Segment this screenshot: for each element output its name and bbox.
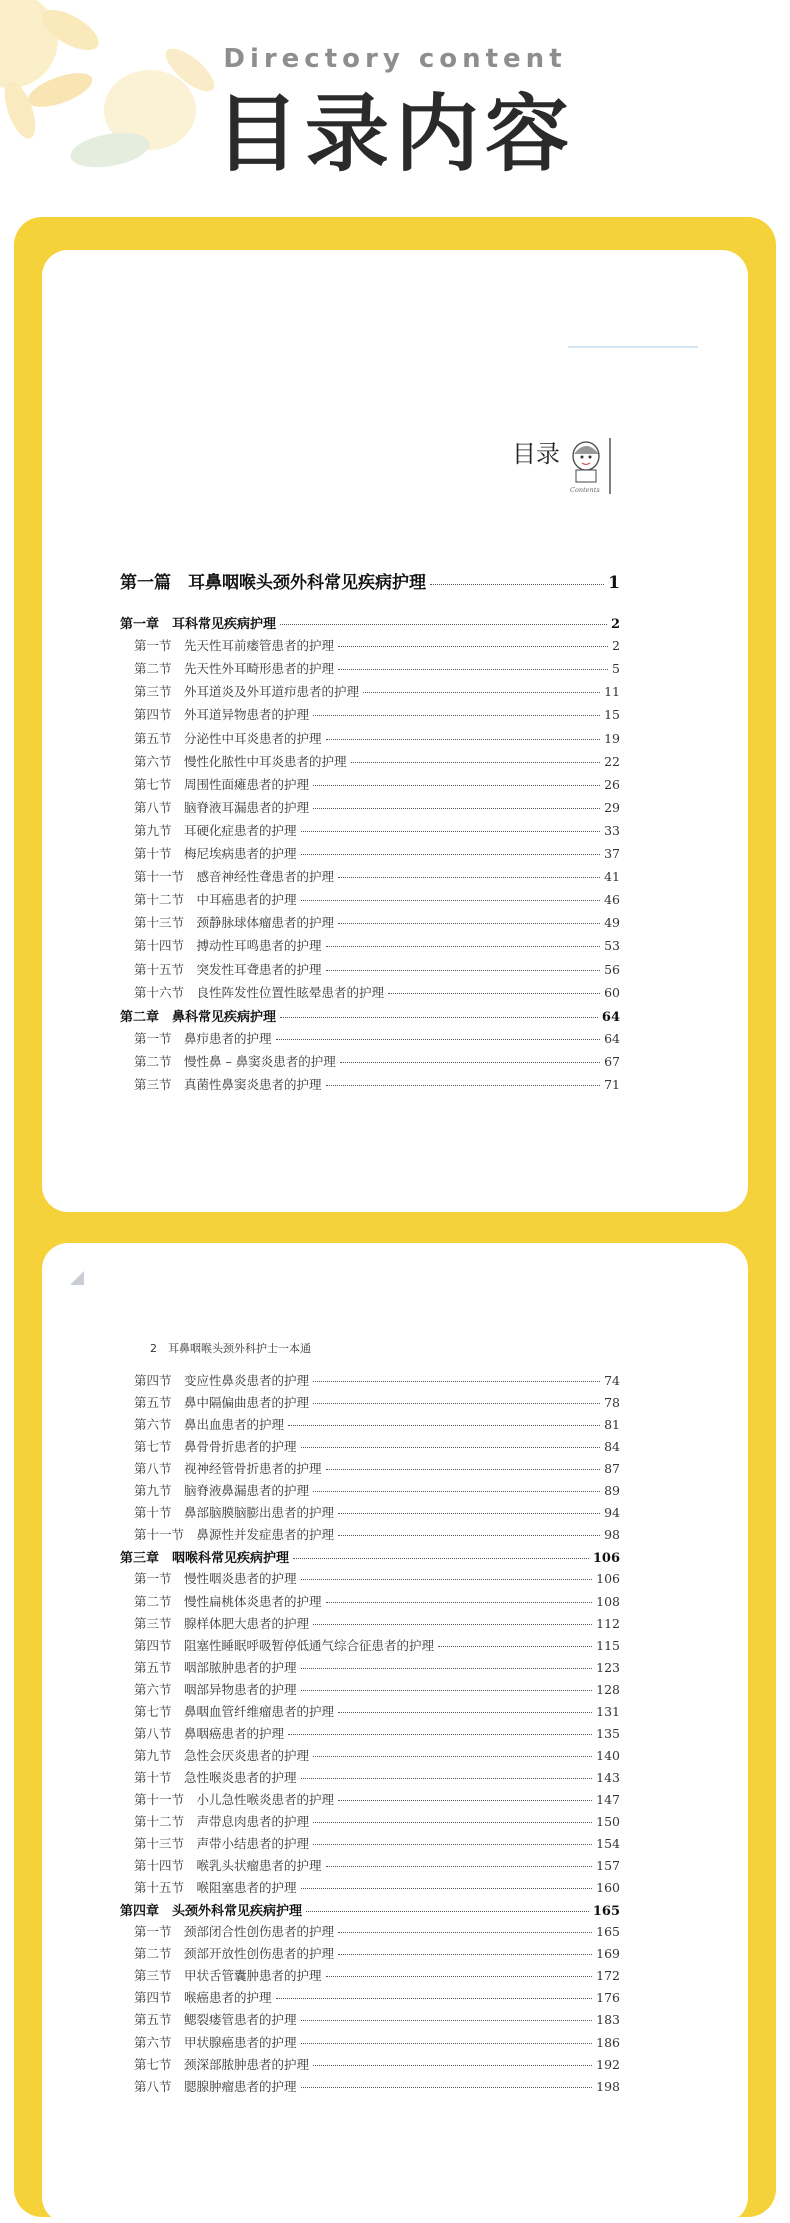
toc-page-number: 1 <box>608 573 620 593</box>
toc-entry-section <box>134 1052 620 1070</box>
toc-entry-section <box>134 890 620 908</box>
toc-entry-title: 第五节 咽部脓肿患者的护理 <box>134 1659 297 1675</box>
toc-entry-section <box>134 659 620 677</box>
toc-entry-section <box>134 867 620 885</box>
page-top-rule <box>568 346 698 348</box>
toc-dot-leader <box>326 1085 601 1086</box>
toc-entry-section <box>134 682 620 700</box>
toc-dot-leader <box>326 739 601 740</box>
page-corner-mark-icon <box>70 1271 84 1285</box>
toc-dot-leader <box>388 993 600 994</box>
toc-entry-title: 第十五节 喉阻塞患者的护理 <box>134 1880 297 1896</box>
toc-page-2 <box>42 1243 748 2223</box>
toc-page-number: 112 <box>596 1615 620 1631</box>
toc-entry-title: 第六节 甲状腺癌患者的护理 <box>134 2034 297 2050</box>
toc-dot-leader <box>301 1778 593 1779</box>
toc-page-number: 186 <box>596 2034 620 2050</box>
toc-dot-leader <box>301 831 601 832</box>
toc-entry-title: 第一节 慢性咽炎患者的护理 <box>134 1571 297 1587</box>
toc-entry-title: 第四节 阻塞性睡眠呼吸暂停低通气综合征患者的护理 <box>134 1637 435 1653</box>
toc-entry-title: 第十六节 良性阵发性位置性眩晕患者的护理 <box>134 984 385 1000</box>
toc-page-number: 106 <box>596 1571 620 1587</box>
toc-page-number: 64 <box>604 1030 620 1046</box>
toc-entry-title: 第十节 鼻部脑膜脑膨出患者的护理 <box>134 1505 335 1521</box>
toc-page-number: 74 <box>604 1373 620 1388</box>
toc-entry-title: 第八节 脑脊液耳漏患者的护理 <box>134 799 310 815</box>
toc-entry-section <box>134 1481 620 1499</box>
toc-entry-section <box>134 729 620 747</box>
header-title <box>215 84 575 184</box>
toc-entry-section <box>134 1415 620 1433</box>
toc-entry-title: 第二节 慢性扁桃体炎患者的护理 <box>134 1593 322 1609</box>
toc-page-number: 2 <box>612 638 620 654</box>
toc-entry-title: 第三节 外耳道炎及外耳道疖患者的护理 <box>134 684 360 700</box>
toc-dot-leader <box>313 808 600 809</box>
toc-entry-section <box>134 1966 620 1984</box>
toc-entry-section <box>134 1658 620 1676</box>
toc-entry-section <box>134 705 620 723</box>
toc-page-number: 89 <box>604 1483 620 1499</box>
toc-page-number: 154 <box>596 1836 620 1852</box>
toc-dot-leader <box>301 854 601 855</box>
toc-dot-leader <box>288 1734 592 1735</box>
toc-entry-title: 第十一节 小儿急性喉炎患者的护理 <box>134 1791 335 1807</box>
toc-dot-leader <box>338 923 600 924</box>
toc-entry-section <box>134 1724 620 1742</box>
toc-entry-title: 第二节 先天性外耳畸形患者的护理 <box>134 661 335 677</box>
toc-page-number: 147 <box>596 1791 620 1807</box>
toc-entry-title: 第十二节 中耳癌患者的护理 <box>134 892 297 908</box>
toc-entry-section <box>134 2077 620 2095</box>
toc-entry-section <box>134 1614 620 1632</box>
toc-entry-section <box>134 1856 620 1874</box>
toc-page-number: 53 <box>604 938 620 954</box>
toc-page-number: 15 <box>604 707 620 723</box>
toc-entry-section <box>134 1944 620 1962</box>
toc-page-number: 108 <box>596 1593 620 1609</box>
toc-entry-section <box>134 1746 620 1764</box>
toc-entry-section <box>134 913 620 931</box>
toc-entry-section <box>134 1393 620 1411</box>
toc-page-number: 165 <box>596 1924 620 1940</box>
toc-dot-leader <box>338 1954 592 1955</box>
toc-dot-leader <box>276 1039 601 1040</box>
toc-entry-title: 第九节 脑脊液鼻漏患者的护理 <box>134 1483 310 1499</box>
toc-entry-title: 第七节 周围性面瘫患者的护理 <box>134 776 310 792</box>
toc-page-number: 198 <box>596 2078 620 2094</box>
toc-page-number: 94 <box>604 1505 620 1521</box>
toc-entry-section <box>134 821 620 839</box>
toc-page-number: 71 <box>604 1077 620 1092</box>
toc-page-number: 176 <box>596 1990 620 2006</box>
toc-entry-title: 第九节 耳硬化症患者的护理 <box>134 822 297 838</box>
toc-entry-section <box>134 636 620 654</box>
toc-entry-title: 第八节 视神经管骨折患者的护理 <box>134 1461 322 1477</box>
toc-entry-title: 第一节 先天性耳前瘘管患者的护理 <box>134 638 335 654</box>
toc-entry-section <box>134 1437 620 1455</box>
toc-dot-leader <box>340 1062 600 1063</box>
toc-page-number: 135 <box>596 1725 620 1741</box>
toc-dot-leader <box>276 1998 593 1999</box>
toc-entry-title: 第三节 真菌性鼻窦炎患者的护理 <box>134 1077 322 1092</box>
toc-entry-chapter <box>120 613 620 632</box>
toc-entry-title: 第十三节 颈静脉球体瘤患者的护理 <box>134 915 335 931</box>
toc-entry-title: 第三章 咽喉科常见疾病护理 <box>120 1551 290 1567</box>
toc-entry-title: 第五节 鳃裂瘘管患者的护理 <box>134 2012 297 2028</box>
toc-dot-leader <box>338 1712 592 1713</box>
toc-entry-title: 第十四节 搏动性耳鸣患者的护理 <box>134 938 322 954</box>
toc-dot-leader <box>338 646 608 647</box>
mascot-illustration-icon <box>566 436 614 496</box>
toc-dot-leader <box>301 2043 593 2044</box>
toc-page-number: 157 <box>596 1858 620 1874</box>
toc-page-number: 22 <box>604 753 620 769</box>
toc-dot-leader <box>301 2020 593 2021</box>
toc-dot-leader <box>313 1822 592 1823</box>
toc-entry-title: 第十三节 声带小结患者的护理 <box>134 1836 310 1852</box>
toc-page-number: 128 <box>596 1681 620 1697</box>
toc-page-number: 183 <box>596 2012 620 2028</box>
toc-page-number: 150 <box>596 1814 620 1829</box>
toc-dot-leader <box>301 1668 593 1669</box>
toc-page-number: 56 <box>604 961 620 977</box>
toc-page-number: 81 <box>604 1417 620 1433</box>
toc-entry-title: 第七节 鼻咽血管纤维瘤患者的护理 <box>134 1703 335 1719</box>
toc-entry-title: 第一章 耳科常见疾病护理 <box>120 617 277 632</box>
toc-dot-leader <box>306 1911 589 1912</box>
toc-page-number: 5 <box>612 661 620 677</box>
toc-dot-leader <box>313 1844 592 1845</box>
toc-dot-leader <box>326 1976 593 1977</box>
toc-dot-leader <box>301 1447 601 1448</box>
toc-page-number: 26 <box>604 776 620 792</box>
toc-page-number: 143 <box>596 1769 620 1785</box>
toc-entry-title: 第一篇 耳鼻咽喉头颈外科常见疾病护理 <box>120 573 426 593</box>
toc-entry-section <box>134 1768 620 1786</box>
toc-dot-leader <box>338 1535 600 1536</box>
toc-entry-title: 第十五节 突发性耳聋患者的护理 <box>134 961 322 977</box>
toc-dot-leader <box>280 624 607 625</box>
toc-page-number: 67 <box>604 1053 620 1069</box>
header-title-text: 目录内容 <box>214 85 575 183</box>
toc-dot-leader <box>338 669 608 670</box>
toc-entry-section <box>134 1636 620 1654</box>
toc-entry-section <box>134 1988 620 2006</box>
toc-entry-title: 第三节 甲状舌管囊肿患者的护理 <box>134 1968 322 1984</box>
toc-dot-leader <box>338 877 600 878</box>
toc-dot-leader <box>313 1624 592 1625</box>
toc-entry-section <box>134 1834 620 1852</box>
toc-page-number: 60 <box>604 984 620 1000</box>
toc-dot-leader <box>293 1558 589 1559</box>
toc-entry-section <box>134 2010 620 2028</box>
toc-page-number: 169 <box>596 1946 620 1962</box>
toc-dot-leader <box>280 1017 598 1018</box>
toc-dot-leader <box>326 1866 593 1867</box>
toc-dot-leader <box>313 1491 600 1492</box>
toc-entry-title: 第八节 鼻咽癌患者的护理 <box>134 1725 285 1741</box>
toc-page-number: 123 <box>596 1659 620 1675</box>
toc-dot-leader <box>301 900 601 901</box>
toc-entry-section <box>134 1371 620 1389</box>
toc-page-number: 98 <box>604 1527 620 1543</box>
toc-entry-section <box>134 1878 620 1896</box>
toc-entry-title: 第二章 鼻科常见疾病护理 <box>120 1009 277 1025</box>
toc-page-number: 84 <box>604 1439 620 1455</box>
svg-text:Contents: Contents <box>570 486 600 494</box>
toc-page-number: 2 <box>610 617 620 632</box>
toc-entry-section <box>134 775 620 793</box>
toc-entry-title: 第十节 梅尼埃病患者的护理 <box>134 846 297 861</box>
toc-entry-title: 第一节 颈部闭合性创伤患者的护理 <box>134 1924 335 1940</box>
toc-entry-chapter <box>120 1006 620 1025</box>
toc-page-number: 106 <box>592 1551 620 1567</box>
toc-entry-section <box>134 1680 620 1698</box>
toc-entry-chapter <box>120 1900 620 1919</box>
toc-entry-section <box>134 1922 620 1940</box>
toc-entry-section <box>134 1525 620 1543</box>
toc-dot-leader <box>338 1932 592 1933</box>
toc-page-number: 46 <box>604 892 620 908</box>
toc-entry-title: 第四章 头颈外科常见疾病护理 <box>120 1904 303 1920</box>
toc-page-number: 87 <box>604 1461 620 1477</box>
toc-entry-title: 第七节 颈深部脓肿患者的护理 <box>134 2056 310 2072</box>
toc-entry-section <box>134 844 620 862</box>
toc-entry-section <box>134 936 620 954</box>
toc-page-number: 131 <box>596 1703 620 1719</box>
page-header <box>0 0 790 215</box>
toc-page-number: 29 <box>604 799 620 815</box>
toc-entry-section <box>134 1569 620 1587</box>
header-eyebrow: Directory content <box>223 44 567 74</box>
toc-entry-title: 第十二节 声带息肉患者的护理 <box>134 1814 310 1829</box>
toc-page-number: 160 <box>596 1880 620 1896</box>
toc-entry-title: 第五节 鼻中隔偏曲患者的护理 <box>134 1395 310 1411</box>
toc-entry-section <box>134 1790 620 1808</box>
toc-dot-leader <box>351 762 601 763</box>
toc-dot-leader <box>313 785 600 786</box>
toc-dot-leader <box>301 1888 593 1889</box>
toc-entry-title: 第一节 鼻疖患者的护理 <box>134 1030 272 1046</box>
toc-page-number: 41 <box>604 869 620 885</box>
toc-dot-leader <box>313 715 600 716</box>
toc-entry-section <box>134 2033 620 2051</box>
toc-entry-title: 第六节 慢性化脓性中耳炎患者的护理 <box>134 753 347 769</box>
toc-entry-section <box>134 960 620 978</box>
toc-dot-leader <box>363 692 600 693</box>
toc-dot-leader <box>301 1579 593 1580</box>
toc-entry-section <box>134 983 620 1001</box>
toc-heading: 目录 <box>512 440 560 468</box>
toc-entry-section <box>134 1592 620 1610</box>
toc-page-number: 64 <box>601 1009 620 1025</box>
toc-page-number: 11 <box>604 684 620 700</box>
toc-entry-title: 第六节 咽部异物患者的护理 <box>134 1681 297 1697</box>
toc-entry-section <box>134 1029 620 1047</box>
toc-entry-section <box>134 1702 620 1720</box>
toc-entry-title: 第十节 急性喉炎患者的护理 <box>134 1769 297 1785</box>
toc-page-number: 172 <box>596 1968 620 1984</box>
toc-dot-leader <box>313 1756 592 1757</box>
toc-page-number: 78 <box>604 1395 620 1411</box>
toc-entry-section <box>134 1812 620 1830</box>
toc-dot-leader <box>288 1425 600 1426</box>
toc-entry-section <box>134 1075 620 1093</box>
toc-page-number: 49 <box>604 915 620 931</box>
toc-dot-leader <box>301 1690 593 1691</box>
toc-dot-leader <box>313 1403 600 1404</box>
running-head: 2 耳鼻咽喉头颈外科护士一本通 <box>150 1342 311 1355</box>
toc-entry-section <box>134 798 620 816</box>
toc-entry-chapter <box>120 1547 620 1566</box>
toc-entry-title: 第十一节 鼻源性并发症患者的护理 <box>134 1527 335 1543</box>
toc-entry-title: 第四节 喉癌患者的护理 <box>134 1990 272 2006</box>
toc-dot-leader <box>438 1646 592 1647</box>
toc-page-number: 115 <box>596 1637 620 1653</box>
toc-entry-section <box>134 752 620 770</box>
toc-entry-title: 第十一节 感音神经性聋患者的护理 <box>134 869 335 885</box>
toc-dot-leader <box>326 1602 593 1603</box>
toc-page-1 <box>42 250 748 1212</box>
toc-entry-title: 第五节 分泌性中耳炎患者的护理 <box>134 730 322 746</box>
toc-dot-leader <box>313 1381 600 1382</box>
toc-dot-leader <box>338 1800 592 1801</box>
toc-dot-leader <box>301 2087 593 2088</box>
toc-entry-title: 第四节 外耳道异物患者的护理 <box>134 707 310 723</box>
toc-entry-title: 第二节 慢性鼻 – 鼻窦炎患者的护理 <box>134 1053 336 1069</box>
toc-entry-title: 第十四节 喉乳头状瘤患者的护理 <box>134 1858 322 1874</box>
toc-entry-section <box>134 1503 620 1521</box>
toc-entry-title: 第七节 鼻骨骨折患者的护理 <box>134 1439 297 1455</box>
toc-entry-title: 第二节 颈部开放性创伤患者的护理 <box>134 1946 335 1962</box>
toc-entry-section <box>134 1459 620 1477</box>
toc-page-number: 37 <box>604 846 620 861</box>
toc-page-number: 165 <box>592 1904 620 1920</box>
toc-dot-leader <box>338 1513 600 1514</box>
toc-entry-title: 第四节 变应性鼻炎患者的护理 <box>134 1373 310 1388</box>
toc-page-number: 19 <box>604 730 620 746</box>
toc-dot-leader <box>326 970 601 971</box>
toc-entry-title: 第八节 腮腺肿瘤患者的护理 <box>134 2078 297 2094</box>
toc-entry-part <box>120 568 620 593</box>
toc-entry-title: 第三节 腺样体肥大患者的护理 <box>134 1615 310 1631</box>
toc-page-number: 33 <box>604 822 620 838</box>
toc-entry-section <box>134 2055 620 2073</box>
toc-entry-title: 第九节 急性会厌炎患者的护理 <box>134 1747 310 1763</box>
toc-dot-leader <box>313 2065 592 2066</box>
toc-dot-leader <box>326 1469 601 1470</box>
toc-entry-title: 第六节 鼻出血患者的护理 <box>134 1417 285 1433</box>
toc-dot-leader <box>430 584 604 585</box>
toc-page-number: 192 <box>596 2056 620 2072</box>
toc-dot-leader <box>326 946 601 947</box>
toc-page-number: 140 <box>596 1747 620 1763</box>
